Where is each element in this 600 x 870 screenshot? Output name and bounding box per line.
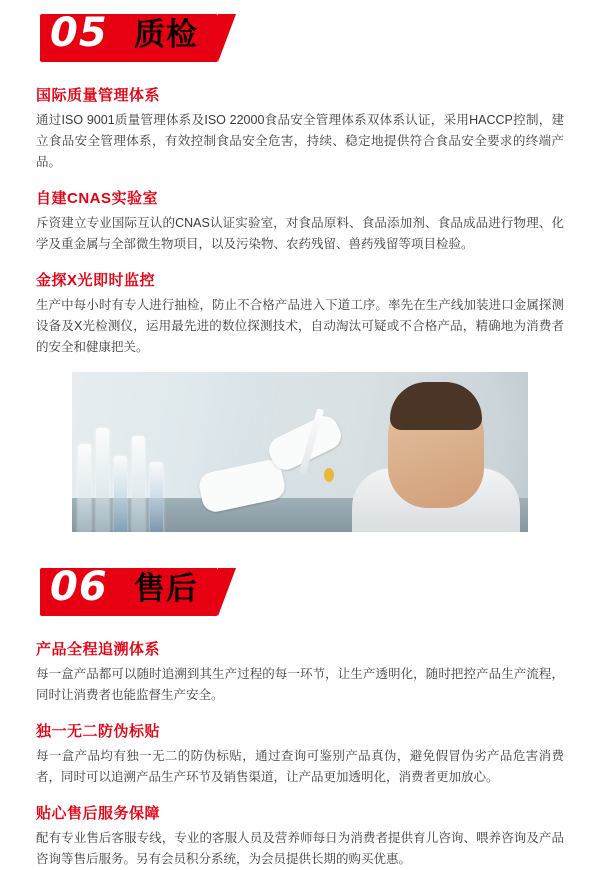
block-title: 国际质量管理体系 (36, 87, 161, 104)
block-text: 每一盒产品都可以随时追溯到其生产过程的每一环节，让生产透明化，随时把控产品生产流程，同时让消费者也能监督生产安全。 (36, 667, 564, 702)
document-page (0, 8, 600, 866)
test-tube-icon (96, 428, 109, 532)
block-text: 斥资建立专业国际互认的CNAS认证实验室，对食品原料、食品添加剂、食品成品进行物理、化学及重金属与全部微生物项目，以及污染物、农药残留、兽药残留等项目检验。 (36, 216, 564, 251)
test-tube-icon (78, 444, 91, 532)
content-block (32, 269, 568, 358)
content-block (32, 187, 568, 255)
droplet-icon (324, 468, 334, 482)
block-text: 通过ISO 9001质量管理体系及ISO 22000食品安全管理体系双体系认证，采用HACCP控制，建立食品安全管理体系，有效控制食品安全危害，持续、稳定地提供符合食品安全要求的终端产品。 (36, 113, 564, 169)
test-tube-icon (114, 456, 127, 532)
content-block (32, 720, 568, 788)
section-title: 质检 (134, 17, 198, 52)
section-banner-tail-icon (218, 14, 236, 62)
content-block (32, 802, 568, 870)
block-title: 独一无二防伪标贴 (36, 723, 161, 740)
block-title: 金探X光即时监控 (36, 272, 156, 289)
block-title: 自建CNAS实验室 (36, 190, 159, 207)
block-text: 配有专业售后客服专线，专业的客服人员及营养师每日为消费者提供育儿咨询、喂养咨询及产品咨询等售后服务。另有会员积分系统，为会员提供长期的购买优惠。 (36, 831, 564, 866)
section-header-06 (32, 562, 568, 624)
content-block (32, 638, 568, 706)
content-block (32, 84, 568, 173)
technician-hair (390, 382, 482, 430)
section-number: 05 (50, 10, 108, 56)
section-spacer (32, 532, 568, 554)
test-tube-icon (150, 462, 163, 532)
section-title: 售后 (134, 571, 198, 606)
section-banner-tail-icon (218, 568, 236, 616)
block-text: 生产中每小时有专人进行抽检，防止不合格产品进入下道工序。率先在生产线加装进口金属探测设备及X光检测仪，运用最先进的数位探测技术，自动淘汰可疑或不合格产品，精确地为消费者的安全和健康把关。 (36, 298, 564, 354)
section-header-05 (32, 8, 568, 70)
section-number: 06 (50, 564, 108, 610)
block-text: 每一盒产品均有独一无二的防伪标贴，通过查询可鉴别产品真伪，避免假冒伪劣产品危害消费者，同时可以追溯产品生产环节及销售渠道，让产品更加透明化，消费者更加放心。 (36, 749, 564, 784)
block-title: 贴心售后服务保障 (36, 805, 161, 822)
test-tube-icon (132, 436, 145, 532)
block-title: 产品全程追溯体系 (36, 641, 161, 658)
lab-photo (72, 372, 528, 532)
